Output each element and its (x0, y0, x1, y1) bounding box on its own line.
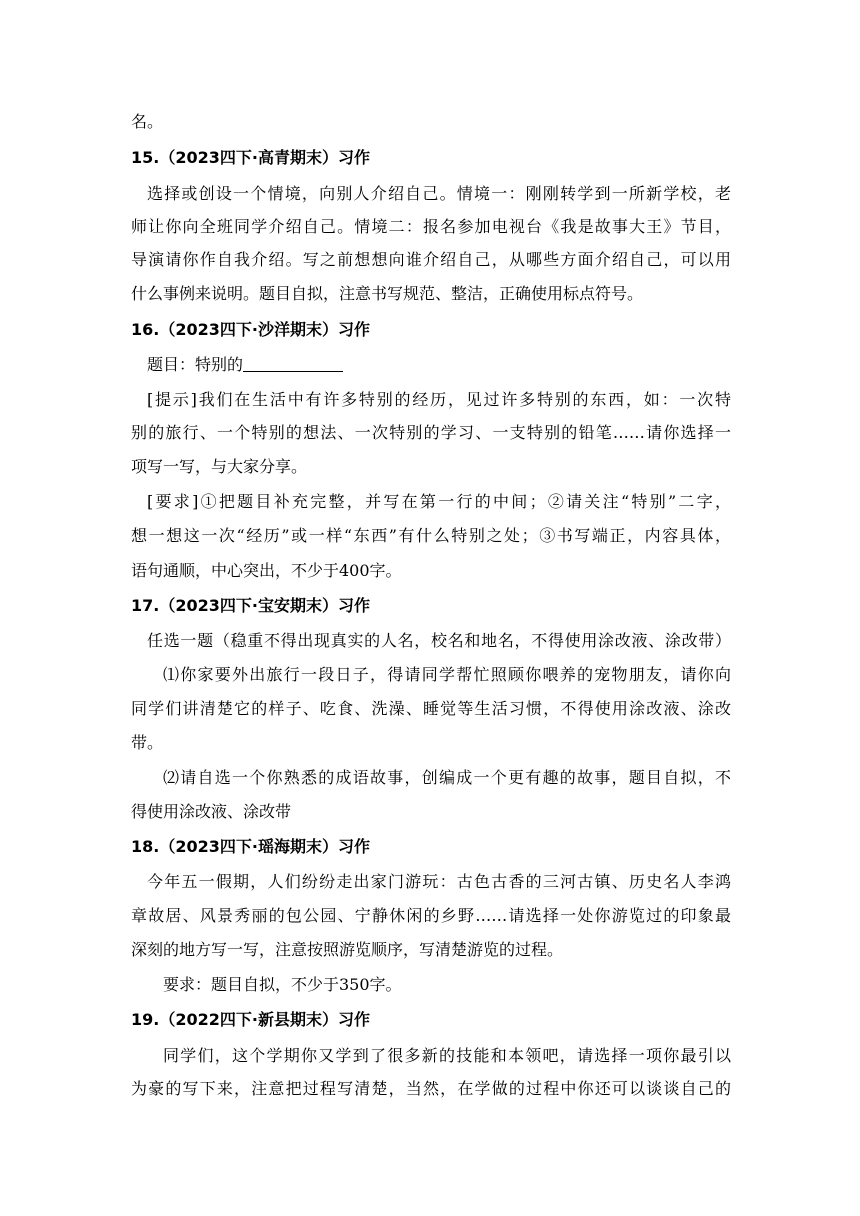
question-17-line-3: 同学们讲清楚它的样子、吃食、洗澡、睡觉等生活习惯，不得使用涂改液、涂改 (131, 699, 731, 718)
question-15-line-4: 什么事例来说明。题目自拟，注意书写规范、整洁，正确使用标点符号。 (131, 284, 644, 303)
question-16-line-6: 语句通顺，中心突出，不少于400字。 (131, 561, 402, 580)
question-15-line-3: 导演请你作自我介绍。写之前想想向谁介绍自己，从哪些方面介绍自己，可以用 (131, 250, 731, 269)
question-17-line-6: 得使用涂改液、涂改带 (131, 802, 292, 821)
question-17-line-2: ⑴你家要外出旅行一段日子，得请同学帮忙照顾你喂养的宠物朋友，请你向 (163, 665, 731, 684)
question-18-heading: 18.（2023四下·瑶海期末）习作 (131, 837, 370, 856)
question-15-heading: 15.（2023四下·高青期末）习作 (131, 148, 370, 167)
question-19-line-2: 为豪的写下来，注意把过程写清楚，当然，在学做的过程中你还可以谈谈自己的 (131, 1079, 731, 1098)
question-18-line-2: 章故居、风景秀丽的包公园、宁静休闲的乡野……请选择一处你游览过的印象最 (131, 906, 731, 925)
question-18-line-1: 今年五一假期，人们纷纷走出家门游玩：古色古香的三河古镇、历史名人李鸿 (147, 872, 731, 891)
question-16-line-3: 项写一写，与大家分享。 (131, 457, 308, 476)
question-17-line-1: 任选一题（稳重不得出现真实的人名，校名和地名，不得使用涂改液、涂改带） (147, 631, 731, 650)
question-18-line-3: 深刻的地方写一写，注意按照游览顺序，写清楚游览的过程。 (131, 940, 564, 959)
continuation-text: 名。 (131, 112, 164, 131)
question-15-line-1: 选择或创设一个情境，向别人介绍自己。情境一：刚刚转学到一所新学校，老 (147, 184, 731, 203)
question-17-heading: 17.（2023四下·宝安期末）习作 (131, 596, 370, 615)
question-16-heading: 16.（2023四下·沙洋期末）习作 (131, 320, 370, 339)
question-19-heading: 19.（2022四下·新县期末）习作 (131, 1010, 370, 1029)
question-19-line-1: 同学们，这个学期你又学到了很多新的技能和本领吧，请选择一项你最引以 (163, 1046, 731, 1065)
question-16-line-4: [要求]①把题目补充完整，并写在第一行的中间；②请关注“特别”二字， (147, 492, 731, 511)
title-blank-line (243, 355, 343, 372)
question-16-line-1: [提示]我们在生活中有许多特别的经历，见过许多特别的东西，如：一次特 (147, 390, 731, 409)
question-17-line-4: 带。 (131, 733, 164, 752)
question-16-line-2: 别的旅行、一个特别的想法、一次特别的学习、一支特别的铅笔……请你选择一 (131, 423, 731, 442)
title-prompt-text: 题目：特别的 (147, 355, 244, 374)
question-16-title-prompt (147, 355, 731, 375)
question-18-line-4: 要求：题目自拟，不少于350字。 (163, 975, 402, 994)
question-15-line-2: 师让你向全班同学介绍自己。情境二：报名参加电视台《我是故事大王》节目， (131, 217, 731, 236)
question-17-line-5: ⑵请自选一个你熟悉的成语故事，创编成一个更有趣的故事，题目自拟，不 (163, 768, 731, 787)
question-16-line-5: 想一想这一次“经历”或一样“东西”有什么特别之处；③书写端正，内容具体， (131, 526, 731, 545)
